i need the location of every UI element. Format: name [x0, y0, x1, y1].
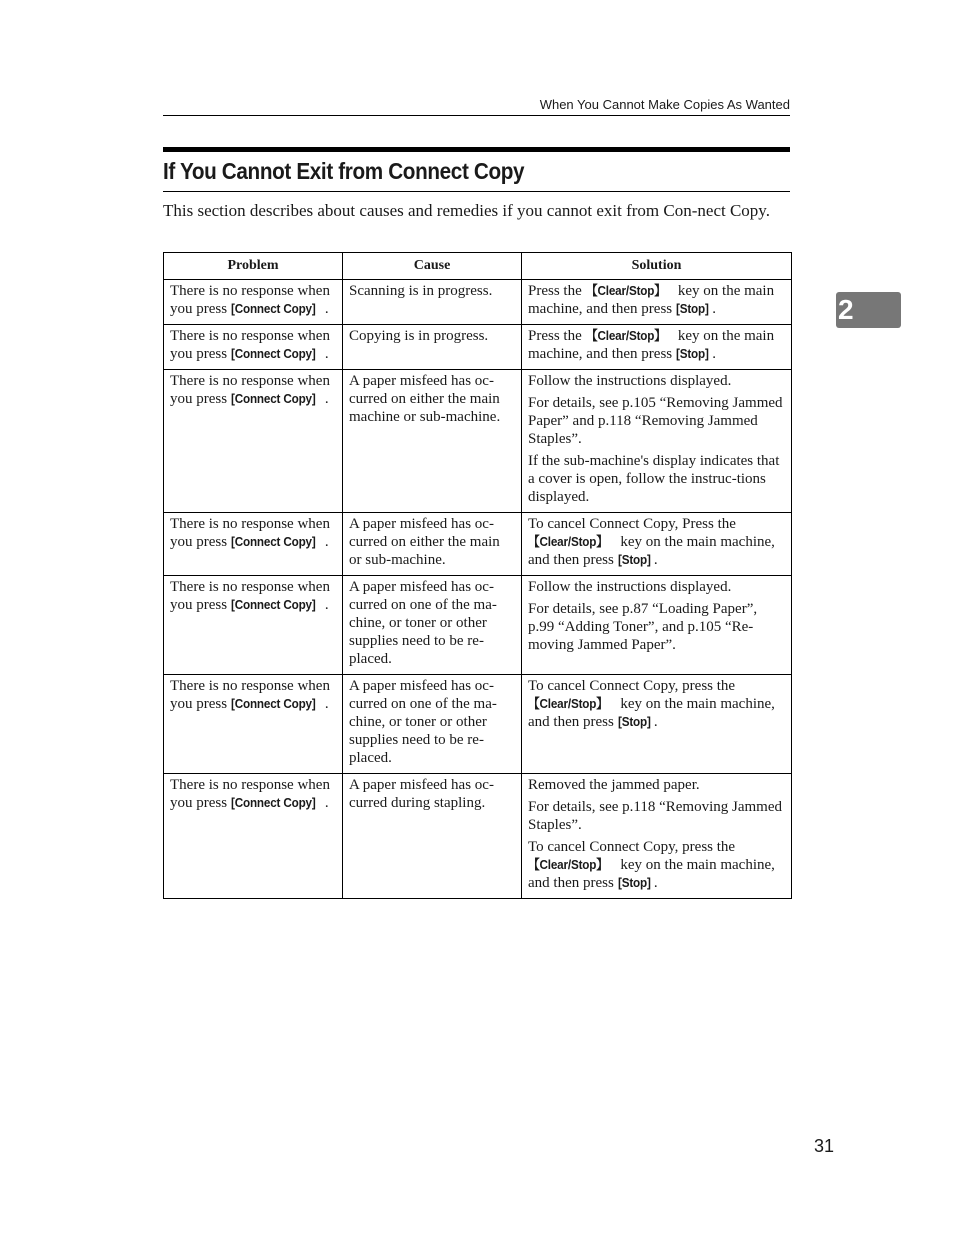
table-row	[164, 325, 792, 370]
table-row	[164, 774, 792, 899]
solution-paragraph	[528, 677, 785, 731]
solution-cell	[522, 513, 792, 576]
page-title: If You Cannot Exit from Connect Copy	[163, 158, 525, 184]
table-row	[164, 370, 792, 513]
key-label: 【Clear/Stop】	[528, 534, 608, 549]
solution-paragraph	[528, 798, 785, 834]
text-run: .	[653, 714, 658, 730]
text-run: .	[324, 534, 329, 550]
text-run: There is no response when you press	[170, 777, 330, 811]
text-run: There is no response when you press	[170, 516, 330, 550]
text-run: .	[324, 301, 329, 317]
text-run: To cancel Connect Copy, Press the	[528, 516, 736, 532]
key-label: [Stop]	[617, 552, 651, 567]
text-run: There is no response when you press	[170, 579, 330, 613]
key-label: 【Clear/Stop】	[585, 328, 666, 343]
text-run: key on the main machine, and then press	[528, 283, 775, 317]
table-row	[164, 576, 792, 675]
problem-cell	[164, 280, 343, 325]
text-run: .	[324, 795, 329, 811]
key-label: [Connect Copy]	[230, 597, 316, 612]
problem-cell	[164, 774, 343, 899]
cause-cell: A paper misfeed has oc-curred on either the main machine or sub-machine.	[343, 370, 522, 513]
text-run: For details, see p.105 “Removing Jammed Paper” and p.118 “Removing Jammed Staples”.	[528, 395, 783, 447]
text-run: .	[324, 346, 329, 362]
key-label: [Stop]	[675, 301, 709, 316]
text-run: To cancel Connect Copy, press the	[528, 678, 736, 694]
solution-paragraph	[528, 372, 785, 390]
text-run: .	[712, 346, 716, 362]
cause-cell: A paper misfeed has oc-curred on either the main or sub-machine.	[343, 513, 522, 576]
key-label: [Connect Copy]	[230, 696, 316, 711]
title-bar	[163, 147, 790, 152]
table-row	[164, 513, 792, 576]
cause-cell: Copying is in progress.	[343, 325, 522, 370]
problem-cell	[164, 513, 343, 576]
solution-paragraph	[528, 327, 785, 363]
text-run: There is no response when you press	[170, 678, 330, 712]
solution-paragraph	[528, 578, 785, 596]
text-run: There is no response when you press	[170, 373, 330, 407]
key-label: [Connect Copy]	[230, 346, 316, 361]
table-body	[164, 280, 792, 899]
troubleshooting-table	[163, 252, 792, 899]
text-run: If the sub-machine's display indicates that a cover is open, follow the instruc-tions displayed.	[528, 453, 780, 505]
key-label: 【Clear/Stop】	[528, 857, 608, 872]
solution-paragraph	[528, 515, 785, 569]
key-label: 【Clear/Stop】	[528, 696, 608, 711]
cause-cell: A paper misfeed has oc-curred during stapling.	[343, 774, 522, 899]
problem-cell	[164, 576, 343, 675]
solution-paragraph	[528, 776, 785, 794]
cause-cell: A paper misfeed has oc-curred on one of the ma-chine, or toner or other supplies need to be re-placed.	[343, 576, 522, 675]
key-label: [Stop]	[675, 346, 709, 361]
cause-cell: Scanning is in progress.	[343, 280, 522, 325]
intro-paragraph: This section describes about causes and remedies if you cannot exit from Con-nect Copy.	[163, 201, 770, 220]
header-solution: Solution	[522, 253, 792, 280]
key-label: 【Clear/Stop】	[585, 283, 666, 298]
text-run: key on the main machine, and then press	[528, 534, 775, 568]
solution-paragraph	[528, 282, 785, 318]
solution-cell	[522, 576, 792, 675]
text-run: key on the main machine, and then press	[528, 857, 775, 891]
solution-paragraph	[528, 600, 785, 654]
solution-cell	[522, 325, 792, 370]
problem-cell	[164, 370, 343, 513]
problem-cell	[164, 325, 343, 370]
text-run: There is no response when you press	[170, 283, 330, 317]
solution-cell	[522, 774, 792, 899]
header-cause: Cause	[343, 253, 522, 280]
text-run: For details, see p.87 “Loading Paper”, p.99 “Adding Toner”, and p.105 “Re-moving Jammed Paper”.	[528, 601, 758, 653]
header-problem: Problem	[164, 253, 343, 280]
solution-cell	[522, 675, 792, 774]
text-run: For details, see p.118 “Removing Jammed Staples”.	[528, 799, 782, 833]
text-run: .	[653, 552, 658, 568]
cause-cell: A paper misfeed has oc-curred on one of the ma-chine, or toner or other supplies need to be re-placed.	[343, 675, 522, 774]
key-label: [Connect Copy]	[230, 795, 316, 810]
text-run: .	[712, 301, 716, 317]
text-run: Press the	[528, 328, 586, 344]
text-run: .	[324, 597, 329, 613]
running-header: When You Cannot Make Copies As Wanted	[539, 97, 790, 112]
solution-cell	[522, 280, 792, 325]
key-label: [Stop]	[617, 875, 651, 890]
key-label: [Stop]	[617, 714, 651, 729]
table-row	[164, 280, 792, 325]
key-label: [Connect Copy]	[230, 391, 316, 406]
text-run: Follow the instructions displayed.	[528, 373, 732, 389]
table-header-row	[164, 253, 792, 280]
page-number: 31	[813, 1136, 834, 1156]
text-run: Follow the instructions displayed.	[528, 579, 732, 595]
problem-cell	[164, 675, 343, 774]
text-run: key on the main machine, and then press	[528, 328, 775, 362]
table-row	[164, 675, 792, 774]
text-run: Removed the jammed paper.	[528, 777, 700, 793]
text-run: .	[653, 875, 658, 891]
text-run: .	[324, 391, 329, 407]
solution-cell	[522, 370, 792, 513]
text-run: .	[324, 696, 329, 712]
solution-paragraph	[528, 452, 785, 506]
text-run: key on the main machine, and then press	[528, 696, 775, 730]
title-rule	[163, 191, 790, 192]
text-run: There is no response when you press	[170, 328, 330, 362]
key-label: [Connect Copy]	[230, 534, 316, 549]
text-run: Press the	[528, 283, 586, 299]
key-label: [Connect Copy]	[230, 301, 316, 316]
header-rule	[163, 115, 790, 116]
chapter-tab: 2	[836, 292, 901, 328]
solution-paragraph	[528, 838, 785, 892]
text-run: To cancel Connect Copy, press the	[528, 839, 736, 855]
solution-paragraph	[528, 394, 785, 448]
